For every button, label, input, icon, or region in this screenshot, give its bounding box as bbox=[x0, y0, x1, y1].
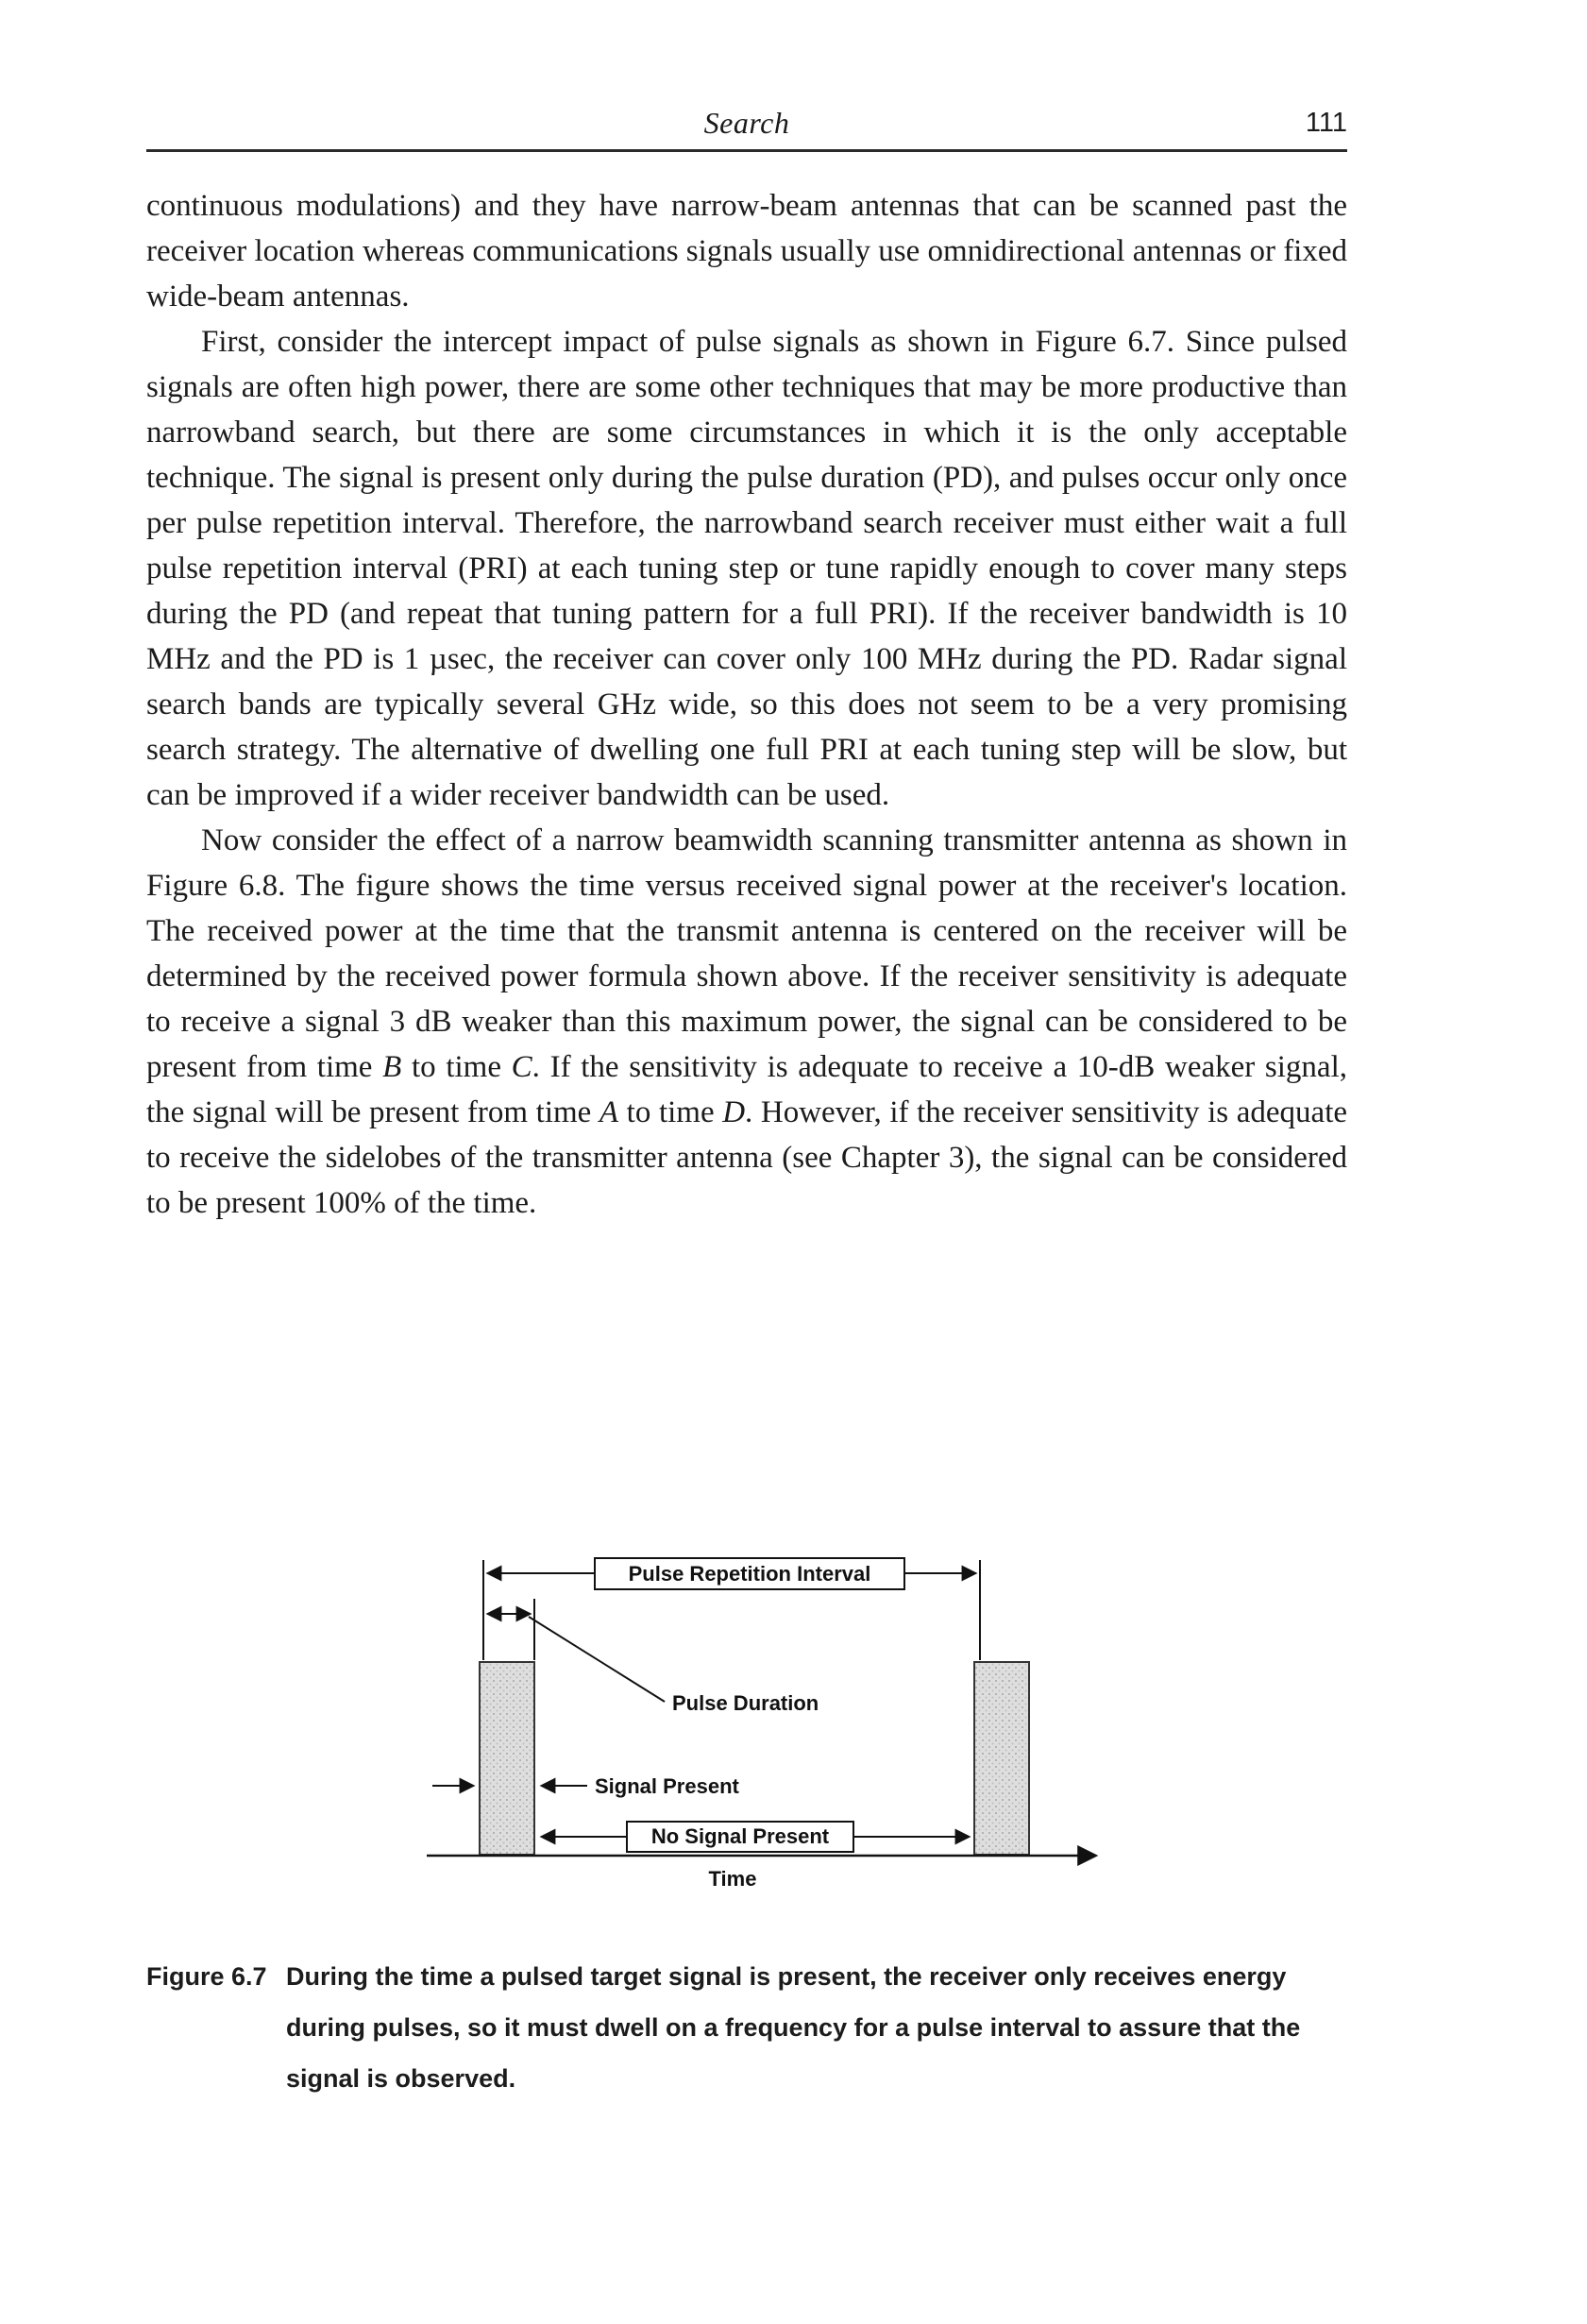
time-c-variable: C bbox=[511, 1050, 532, 1084]
paragraph-3-segment: to time bbox=[401, 1050, 512, 1084]
paragraph-3-segment: . If the sensitivity is adequate to receive a 10-dB weaker signal, the signal will be present from time bbox=[146, 1050, 1347, 1129]
time-d-variable: D bbox=[722, 1095, 746, 1129]
pulse-duration-label: Pulse Duration bbox=[672, 1691, 819, 1715]
running-head: Search bbox=[703, 106, 790, 140]
figure-caption-label: Figure 6.7 bbox=[146, 1962, 267, 1991]
time-b-variable: B bbox=[382, 1050, 402, 1084]
pulse-duration-pointer-line bbox=[529, 1617, 665, 1702]
paragraph-2: First, consider the intercept impact of pulse signals as shown in Figure 6.7. Since pulsed signals are often high power, there are some other techniques that may be more productive than narrowband search, but there are some circumstances in which it is the only acceptable technique. The signal is present only during the pulse duration (PD), and pulses occur only once per pulse repetition interval. Therefore, the narrowband search receiver must either wait a full pulse repetition interval (PRI) at each tuning step or tune rapidly enough to cover many steps during the PD (and repeat that tuning pattern for a full PRI). If the receiver bandwidth is 10 MHz and the PD is 1 µsec, the receiver can cover only 100 MHz during the PD. Radar signal search bands are typically several GHz wide, so this does not seem to be a very promising search strategy. The alternative of dwelling one full PRI at each tuning step will be slow, but can be improved if a wider receiver bandwidth can be used. bbox=[146, 325, 1347, 812]
page-number: 111 bbox=[1305, 108, 1347, 138]
no-signal-label: No Signal Present bbox=[650, 1824, 830, 1848]
time-axis-label: Time bbox=[708, 1867, 757, 1891]
paragraph-3-segment: Now consider the effect of a narrow beamwidth scanning transmitter antenna as shown in Figure 6.8. The figure shows the time versus received signal power at the receiver's location. The received power at the time that the transmit antenna is centered on the receiver will be determined by the received power formula shown above. If the receiver sensitivity is adequate to receive a signal 3 dB weaker than this maximum power, the signal can be considered to be present from time bbox=[146, 823, 1347, 1084]
pulse-right bbox=[974, 1662, 1029, 1855]
signal-present-label: Signal Present bbox=[595, 1774, 739, 1798]
figure-6-7-diagram bbox=[406, 1547, 1114, 1906]
header-rule bbox=[146, 149, 1347, 152]
time-a-variable: A bbox=[599, 1095, 619, 1129]
page-header bbox=[146, 106, 1347, 144]
body-text bbox=[146, 183, 1347, 1226]
pri-label: Pulse Repetition Interval bbox=[628, 1562, 871, 1586]
figure-caption-text: During the time a pulsed target signal is present, the receiver only receives energy during pulses, so it must dwell on a frequency for a pulse interval to assure that the signal is observed. bbox=[286, 1962, 1301, 2093]
pulse-left bbox=[480, 1662, 534, 1855]
paragraph-3 bbox=[146, 818, 1347, 1226]
figure-caption bbox=[146, 1951, 1355, 2104]
paragraph-1: continuous modulations) and they have narrow-beam antennas that can be scanned past the receiver location whereas communications signals usually use omnidirectional antennas or fixed wide-beam antennas. bbox=[146, 189, 1347, 314]
paragraph-3-segment: . However, if the receiver sensitivity is adequate to receive the sidelobes of the transmitter antenna (see Chapter 3), the signal can be considered to be present 100% of the time. bbox=[146, 1095, 1348, 1220]
paragraph-3-segment: to time bbox=[618, 1095, 723, 1129]
